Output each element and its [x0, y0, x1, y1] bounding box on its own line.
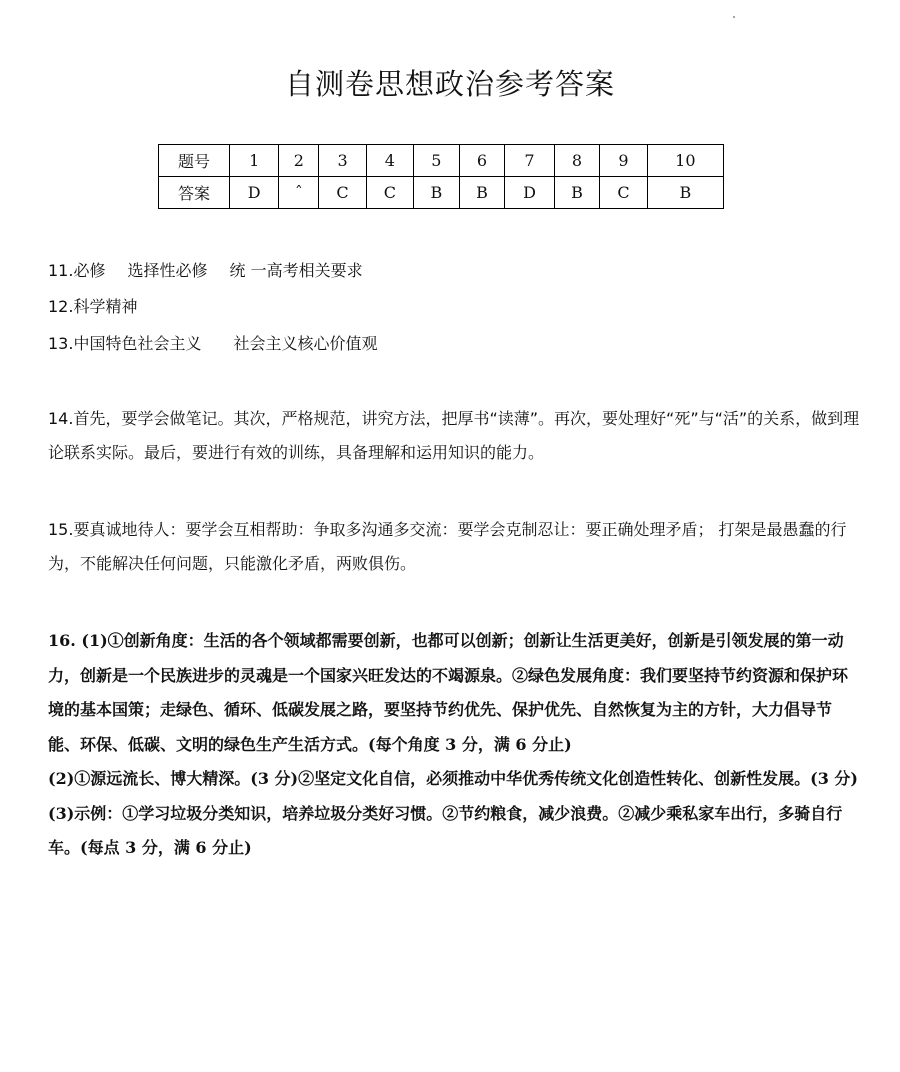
answer-11: [48, 261, 868, 281]
answer-cell: B: [459, 177, 505, 209]
question-number: 13.: [48, 334, 74, 353]
answer-row: [159, 177, 724, 209]
answer-cell: B: [647, 177, 723, 209]
answer-11-part-1: 必修: [73, 261, 106, 280]
question-number-cell: 3: [319, 145, 366, 177]
question-number-cell: 6: [459, 145, 505, 177]
answer-cell: D: [230, 177, 279, 209]
answer-16-part-2: (2)①源远流长、博大精深。(3 分)②坚定文化自信，必须推动中华优秀传统文化创造性转化、创新性发展。(3 分): [48, 769, 858, 788]
question-number: 12.: [48, 297, 74, 316]
answer-16-part-3: (3)示例：①学习垃圾分类知识，培养垃圾分类好习惯。②节约粮食，减少浪费。②减少乘私家车出行，多骑自行车。(每点 3 分，满 6 分止): [48, 803, 843, 857]
answer-16: [48, 624, 860, 866]
answer-12: [48, 297, 868, 317]
answer-15: 15.要真诚地待人：要学会互相帮助：争取多沟通多交流：要学会克制忍让：要正确处理矛盾； 打架是最愚蠢的行为，不能解决任何问题，只能激化矛盾，两败俱伤。: [48, 520, 847, 573]
row-header-number: 题号: [159, 145, 230, 177]
question-number-cell: 2: [279, 145, 319, 177]
question-number-cell: 7: [505, 145, 554, 177]
answer-13-part-2: 社会主义核心价值观: [233, 334, 378, 353]
answer-16-part-1: 16. (1)①创新角度：生活的各个领域都需要创新，也都可以创新；创新让生活更美好，创新是引领发展的第一动力，创新是一个民族进步的灵魂是一个国家兴旺发达的不竭源泉。②绿色发展角度：我们要坚持节约资源和保护环境的基本国策；走绿色、循环、低碳发展之路，要坚持节约优先、保护优先、自然恢复为主的方针，大力倡导节能、环保、低碳、文明的绿色生产生活方式。(每个角度 3 分，满 6 分止): [48, 631, 849, 754]
question-number-cell: 4: [366, 145, 413, 177]
answer-11-part-2: 选择性必修: [127, 261, 208, 280]
answer-13-part-1: 中国特色社会主义: [73, 334, 202, 353]
answer-cell: B: [554, 177, 600, 209]
question-number-cell: 9: [600, 145, 647, 177]
answer-cell: C: [600, 177, 647, 209]
answer-14: 14.首先，要学会做笔记。其次，严格规范，讲究方法，把厚书“读薄”。再次，要处理好“死”与“活”的关系，做到理论联系实际。最后，要进行有效的训练，具备理解和运用知识的能力。: [48, 409, 860, 462]
question-number-cell: 1: [230, 145, 279, 177]
answer-cell: B: [414, 177, 460, 209]
answer-13: [48, 334, 868, 354]
answer-cell: D: [505, 177, 554, 209]
question-number-cell: 5: [414, 145, 460, 177]
answer-11-part-3: 统 一高考相关要求: [229, 261, 363, 280]
row-header-answer: 答案: [159, 177, 230, 209]
answer-cell: C: [319, 177, 366, 209]
question-number-cell: 10: [647, 145, 723, 177]
answer-cell: ˆ: [279, 177, 319, 209]
scan-speck: [733, 16, 735, 18]
answer-table: [158, 144, 724, 209]
answer-cell: C: [366, 177, 413, 209]
question-number-cell: 8: [554, 145, 600, 177]
answer-12-text: 科学精神: [73, 297, 138, 316]
page-title: 自测卷思想政治参考答案: [284, 67, 615, 101]
question-number-row: [159, 145, 724, 177]
question-number: 11.: [48, 261, 74, 280]
